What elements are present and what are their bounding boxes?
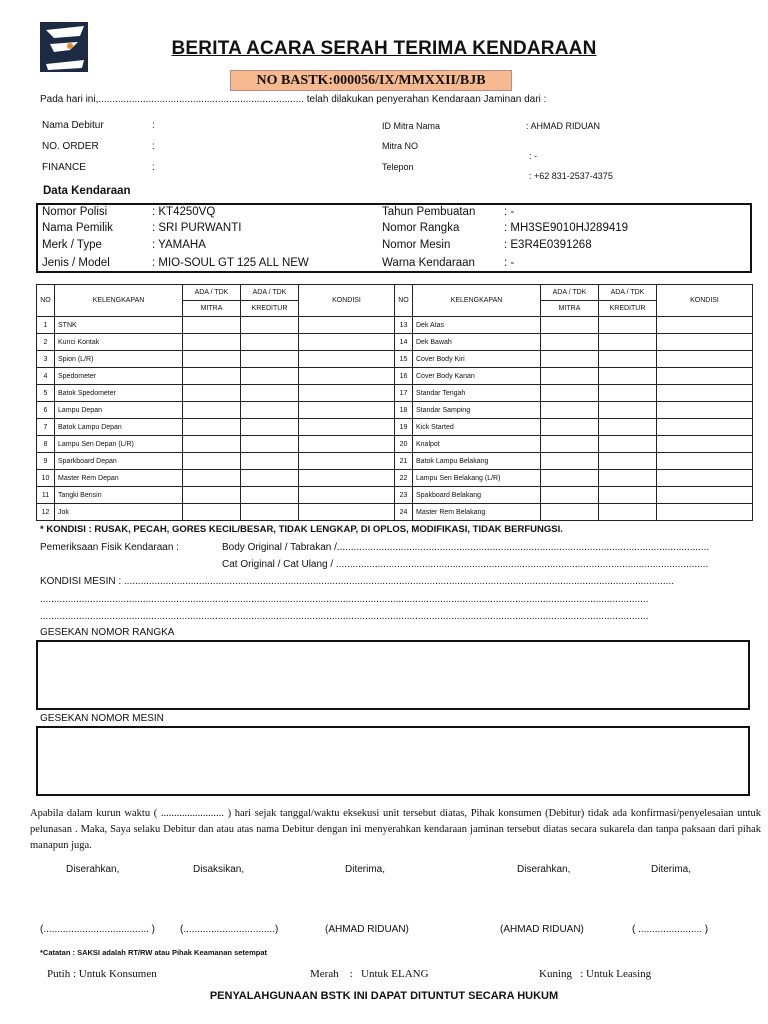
table-row bbox=[37, 317, 753, 334]
cell-kreditur[interactable] bbox=[599, 419, 657, 436]
copy-kuning: Kuning : Untuk Leasing bbox=[539, 968, 652, 980]
label-jenis-model: Jenis / Model bbox=[42, 257, 110, 269]
cell-kondisi[interactable] bbox=[299, 368, 395, 385]
cell-mitra[interactable] bbox=[183, 317, 241, 334]
item-name: Standar Samping bbox=[413, 402, 541, 419]
cell-kondisi[interactable] bbox=[299, 334, 395, 351]
item-no: 10 bbox=[37, 470, 55, 487]
item-no: 17 bbox=[395, 385, 413, 402]
fisik-label: Pemeriksaan Fisik Kendaraan : bbox=[40, 542, 179, 553]
table-row bbox=[37, 504, 753, 521]
item-no: 12 bbox=[37, 504, 55, 521]
label-nomor-mesin: Nomor Mesin bbox=[382, 239, 451, 251]
header-mitra: MITRA bbox=[183, 301, 241, 317]
header-kreditur: KREDITUR bbox=[241, 301, 299, 317]
cell-kreditur[interactable] bbox=[599, 334, 657, 351]
cell-mitra[interactable] bbox=[183, 470, 241, 487]
dotted-line: ........................................................................................................................................................................................................................... bbox=[40, 594, 649, 605]
copy-putih: Putih : Untuk Konsumen bbox=[47, 968, 157, 980]
cell-kreditur[interactable] bbox=[599, 504, 657, 521]
cell-kondisi[interactable] bbox=[299, 317, 395, 334]
label-no-order: NO. ORDER bbox=[42, 141, 99, 152]
label-id-mitra-nama: ID Mitra Nama bbox=[382, 121, 441, 131]
item-no: 16 bbox=[395, 368, 413, 385]
label-mitra-no: Mitra NO bbox=[382, 141, 418, 151]
sig-name-1: (...................................... ) bbox=[40, 924, 156, 935]
colon: : bbox=[152, 120, 155, 131]
cell-kondisi[interactable] bbox=[657, 385, 753, 402]
value-nama-pemilik: : SRI PURWANTI bbox=[152, 222, 242, 234]
gesekan-rangka-box bbox=[36, 640, 750, 710]
cell-mitra[interactable] bbox=[541, 334, 599, 351]
sig-name-5: ( ....................... ) bbox=[632, 924, 709, 935]
cell-kreditur[interactable] bbox=[599, 351, 657, 368]
label-nama-pemilik: Nama Pemilik bbox=[42, 222, 113, 234]
label-nomor-polisi: Nomor Polisi bbox=[42, 206, 108, 218]
header-mitra: MITRA bbox=[541, 301, 599, 317]
item-no: 8 bbox=[37, 436, 55, 453]
value-telepon: : +62 831-2537-4375 bbox=[529, 171, 613, 181]
cell-mitra[interactable] bbox=[541, 504, 599, 521]
item-name: Lampu Sen Belakang (L/R) bbox=[413, 470, 541, 487]
checklist-table bbox=[36, 284, 753, 521]
item-no: 11 bbox=[37, 487, 55, 504]
cell-kondisi[interactable] bbox=[299, 385, 395, 402]
gesekan-mesin-label: GESEKAN NOMOR MESIN bbox=[40, 713, 164, 724]
item-no: 3 bbox=[37, 351, 55, 368]
cell-kondisi[interactable] bbox=[657, 487, 753, 504]
item-no: 21 bbox=[395, 453, 413, 470]
sig-role-disaksikan: Disaksikan, bbox=[193, 864, 245, 875]
cell-kreditur[interactable] bbox=[241, 351, 299, 368]
cell-kreditur[interactable] bbox=[241, 334, 299, 351]
cell-kondisi[interactable] bbox=[657, 470, 753, 487]
cell-kreditur[interactable] bbox=[241, 487, 299, 504]
cell-kreditur[interactable] bbox=[241, 470, 299, 487]
label-nomor-rangka: Nomor Rangka bbox=[382, 222, 460, 234]
item-name: Lampu Depan bbox=[55, 402, 183, 419]
cell-mitra[interactable] bbox=[541, 419, 599, 436]
item-no: 5 bbox=[37, 385, 55, 402]
cell-kreditur[interactable] bbox=[241, 385, 299, 402]
cell-mitra[interactable] bbox=[183, 385, 241, 402]
cell-kondisi[interactable] bbox=[657, 368, 753, 385]
label-telepon: Telepon bbox=[382, 162, 414, 172]
cell-kondisi[interactable] bbox=[299, 453, 395, 470]
cell-kreditur[interactable] bbox=[241, 504, 299, 521]
cell-kreditur[interactable] bbox=[241, 368, 299, 385]
cell-mitra[interactable] bbox=[541, 453, 599, 470]
cell-mitra[interactable] bbox=[183, 402, 241, 419]
cell-kreditur[interactable] bbox=[599, 487, 657, 504]
item-no: 7 bbox=[37, 419, 55, 436]
label-finance: FINANCE bbox=[42, 162, 86, 173]
table-row bbox=[37, 368, 753, 385]
cell-kondisi[interactable] bbox=[657, 317, 753, 334]
cell-mitra[interactable] bbox=[541, 317, 599, 334]
item-name: Jok bbox=[55, 504, 183, 521]
table-row bbox=[37, 385, 753, 402]
value-nomor-mesin: : E3R4E0391268 bbox=[504, 239, 592, 251]
cell-mitra[interactable] bbox=[183, 453, 241, 470]
cell-kreditur[interactable] bbox=[599, 436, 657, 453]
cell-mitra[interactable] bbox=[183, 368, 241, 385]
table-row bbox=[37, 351, 753, 368]
sig-role-diterima-2: Diterima, bbox=[651, 864, 692, 875]
value-jenis-model: : MIO-SOUL GT 125 ALL NEW bbox=[152, 257, 309, 269]
fisik-line-cat: Cat Original / Cat Ulang / ...................................................................................................................................... bbox=[222, 559, 709, 570]
cell-kreditur[interactable] bbox=[241, 317, 299, 334]
legal-warning: PENYALAHGUNAAN BSTK INI DAPAT DITUNTUT SECARA HUKUM bbox=[209, 990, 559, 1002]
item-name: STNK bbox=[55, 317, 183, 334]
cell-kondisi[interactable] bbox=[657, 504, 753, 521]
table-row bbox=[37, 453, 753, 470]
cell-kondisi[interactable] bbox=[657, 334, 753, 351]
cell-mitra[interactable] bbox=[541, 385, 599, 402]
item-name: Spakboard Belakang bbox=[413, 487, 541, 504]
item-no: 9 bbox=[37, 453, 55, 470]
header-ada-tdk: ADA / TDK bbox=[241, 285, 299, 301]
item-name: Kick Started bbox=[413, 419, 541, 436]
item-name: Sparkboard Depan bbox=[55, 453, 183, 470]
cell-kreditur[interactable] bbox=[241, 402, 299, 419]
header-ada-tdk: ADA / TDK bbox=[541, 285, 599, 301]
item-no: 2 bbox=[37, 334, 55, 351]
cell-kreditur[interactable] bbox=[599, 470, 657, 487]
item-no: 15 bbox=[395, 351, 413, 368]
colon: : bbox=[152, 141, 155, 152]
sig-role-diserahkan-2: Diserahkan, bbox=[517, 864, 571, 875]
value-tahun-pembuatan: : - bbox=[504, 206, 515, 218]
table-row bbox=[37, 402, 753, 419]
cell-kondisi[interactable] bbox=[657, 436, 753, 453]
cell-kreditur[interactable] bbox=[241, 436, 299, 453]
item-name: Knalpot bbox=[413, 436, 541, 453]
cell-mitra[interactable] bbox=[183, 351, 241, 368]
item-no: 19 bbox=[395, 419, 413, 436]
item-name: Standar Tengah bbox=[413, 385, 541, 402]
cell-kondisi[interactable] bbox=[299, 351, 395, 368]
cell-mitra[interactable] bbox=[541, 402, 599, 419]
header-kelengkapan: KELENGKAPAN bbox=[413, 285, 541, 317]
item-no: 22 bbox=[395, 470, 413, 487]
bastk-number: NO BASTK:000056/IX/MMXXII/BJB bbox=[230, 70, 512, 91]
statement-paragraph: Apabila dalam kurun waktu ( ........................ ) hari sejak tanggal/waktu eksekusi unit tersebut diatas, Pihak konsumen (Debitur) tidak ada konfirmasi/penyelesaian untuk pelunasan . Maka, Saya selaku Debitur dan atau atas nama Debitur dengan ini menyerahkan kendaraan jaminan tersebut diatas secara sukarela dan tanpa paksaan dari pihak manapun juga. bbox=[30, 808, 761, 851]
cell-mitra[interactable] bbox=[541, 470, 599, 487]
kondisi-note: * KONDISI : RUSAK, PECAH, GORES KECIL/BESAR, TIDAK LENGKAP, DI OPLOS, MODIFIKASI, TIDAK BERFUNGSI. bbox=[40, 524, 563, 535]
table-row bbox=[37, 487, 753, 504]
cell-kreditur[interactable] bbox=[599, 385, 657, 402]
header-kreditur: KREDITUR bbox=[599, 301, 657, 317]
cell-mitra[interactable] bbox=[183, 419, 241, 436]
item-no: 23 bbox=[395, 487, 413, 504]
item-no: 4 bbox=[37, 368, 55, 385]
cell-kondisi[interactable] bbox=[299, 419, 395, 436]
value-warna-kendaraan: : - bbox=[504, 257, 515, 269]
cell-mitra[interactable] bbox=[541, 368, 599, 385]
cell-kreditur[interactable] bbox=[599, 453, 657, 470]
cell-kondisi[interactable] bbox=[299, 487, 395, 504]
item-name: Master Rem Belakang bbox=[413, 504, 541, 521]
cell-kondisi[interactable] bbox=[299, 504, 395, 521]
item-name: Tangki Bensin bbox=[55, 487, 183, 504]
dotted-line: ........................................................................................................................................................................................................................... bbox=[40, 611, 649, 622]
cell-mitra[interactable] bbox=[183, 504, 241, 521]
value-merk-type: : YAMAHA bbox=[152, 239, 206, 251]
value-mitra-no: : - bbox=[529, 151, 537, 161]
cell-kondisi[interactable] bbox=[299, 436, 395, 453]
cell-kreditur[interactable] bbox=[241, 453, 299, 470]
sig-role-diterima: Diterima, bbox=[345, 864, 386, 875]
header-kelengkapan: KELENGKAPAN bbox=[55, 285, 183, 317]
table-row bbox=[37, 419, 753, 436]
gesekan-rangka-label: GESEKAN NOMOR RANGKA bbox=[40, 627, 175, 638]
cell-mitra[interactable] bbox=[541, 436, 599, 453]
cell-kondisi[interactable] bbox=[299, 470, 395, 487]
copy-merah: Merah : Untuk ELANG bbox=[310, 968, 429, 980]
label-nama-debitur: Nama Debitur bbox=[42, 120, 104, 131]
item-no: 1 bbox=[37, 317, 55, 334]
table-row bbox=[37, 436, 753, 453]
header-ada-tdk: ADA / TDK bbox=[183, 285, 241, 301]
header-no: NO bbox=[37, 285, 55, 317]
cell-kreditur[interactable] bbox=[599, 368, 657, 385]
item-name: Dek Bawah bbox=[413, 334, 541, 351]
sig-name-3: (AHMAD RIDUAN) bbox=[325, 924, 409, 935]
header-kondisi: KONDISI bbox=[657, 285, 753, 317]
item-name: Cover Body Kanan bbox=[413, 368, 541, 385]
value-mitra-nama: : AHMAD RIDUAN bbox=[526, 121, 601, 131]
header-kondisi: KONDISI bbox=[299, 285, 395, 317]
item-name: Batok Lampu Depan bbox=[55, 419, 183, 436]
section-title-data-kendaraan: Data Kendaraan bbox=[43, 185, 131, 197]
gesekan-mesin-box bbox=[36, 726, 750, 796]
item-name: Dek Atas bbox=[413, 317, 541, 334]
item-name: Spion (L/R) bbox=[55, 351, 183, 368]
item-no: 24 bbox=[395, 504, 413, 521]
item-no: 13 bbox=[395, 317, 413, 334]
cell-mitra[interactable] bbox=[541, 487, 599, 504]
label-merk-type: Merk / Type bbox=[42, 239, 102, 251]
cell-mitra[interactable] bbox=[183, 334, 241, 351]
intro-text: Pada hari ini,.......................................................................... telah dilakukan penyerahan Kendaraan Jaminan dari : bbox=[40, 94, 547, 105]
sig-name-4: (AHMAD RIDUAN) bbox=[500, 924, 584, 935]
cell-kondisi[interactable] bbox=[657, 402, 753, 419]
sig-role-diserahkan: Diserahkan, bbox=[66, 864, 120, 875]
cell-mitra[interactable] bbox=[183, 436, 241, 453]
item-name: Kunci Kontak bbox=[55, 334, 183, 351]
value-nomor-rangka: : MH3SE9010HJ289419 bbox=[504, 222, 629, 234]
item-name: Spedometer bbox=[55, 368, 183, 385]
label-warna-kendaraan: Warna Kendaraan bbox=[382, 257, 475, 269]
cell-mitra[interactable] bbox=[183, 487, 241, 504]
cell-kondisi[interactable] bbox=[657, 419, 753, 436]
catatan-note: *Catatan : SAKSI adalah RT/RW atau Pihak Keamanan setempat bbox=[40, 948, 268, 957]
cell-kondisi[interactable] bbox=[299, 402, 395, 419]
item-name: Master Rem Depan bbox=[55, 470, 183, 487]
header-ada-tdk: ADA / TDK bbox=[599, 285, 657, 301]
value-nomor-polisi: : KT4250VQ bbox=[152, 206, 216, 218]
table-row bbox=[37, 334, 753, 351]
vehicle-data-box bbox=[36, 203, 752, 273]
colon: : bbox=[152, 162, 155, 173]
item-name: Cover Body Kiri bbox=[413, 351, 541, 368]
sig-name-2: (.................................) bbox=[180, 924, 279, 935]
document-title: BERITA ACARA SERAH TERIMA KENDARAAN bbox=[171, 38, 597, 59]
fisik-line-body: Body Original / Tabrakan /...................................................................................................................................... bbox=[222, 542, 710, 553]
header-no: NO bbox=[395, 285, 413, 317]
item-name: Batok Lampu Belakang bbox=[413, 453, 541, 470]
cell-kreditur[interactable] bbox=[599, 317, 657, 334]
table-row bbox=[37, 470, 753, 487]
item-no: 6 bbox=[37, 402, 55, 419]
label-tahun-pembuatan: Tahun Pembuatan bbox=[382, 206, 476, 218]
item-no: 18 bbox=[395, 402, 413, 419]
item-no: 20 bbox=[395, 436, 413, 453]
item-name: Lampu Sen Depan (L/R) bbox=[55, 436, 183, 453]
cell-kondisi[interactable] bbox=[657, 453, 753, 470]
cell-kreditur[interactable] bbox=[599, 402, 657, 419]
item-no: 14 bbox=[395, 334, 413, 351]
item-name: Batok Spedometer bbox=[55, 385, 183, 402]
cell-mitra[interactable] bbox=[541, 351, 599, 368]
cell-kondisi[interactable] bbox=[657, 351, 753, 368]
cell-kreditur[interactable] bbox=[241, 419, 299, 436]
kondisi-mesin-line: KONDISI MESIN : ...................................................................................................................................................................................................... bbox=[40, 576, 675, 587]
